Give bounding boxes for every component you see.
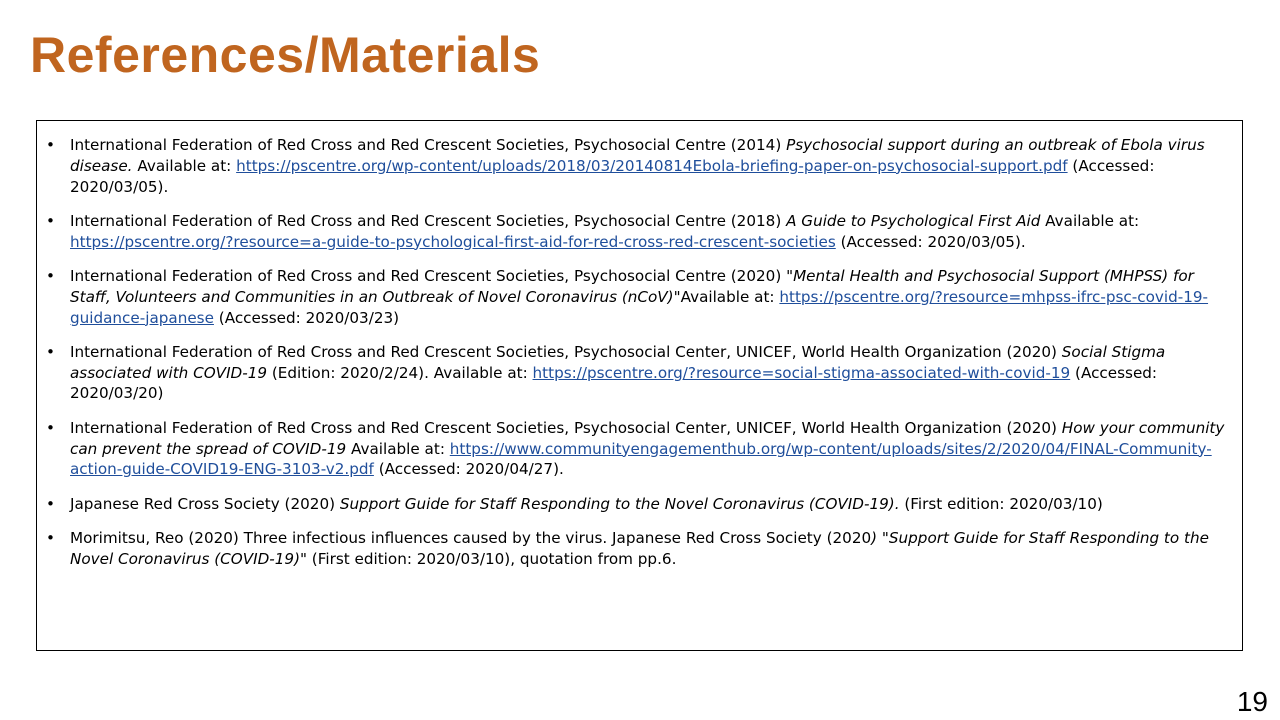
bullet-icon: •	[46, 528, 55, 547]
reference-item	[37, 528, 1234, 570]
reference-authors: International Federation of Red Cross and Red Crescent Societies, Psychosocial Center, UNICEF, World Health Organization (2020)	[70, 418, 1062, 437]
reference-availability: (Edition: 2020/2/24). Available at:	[267, 363, 533, 382]
bullet-icon: •	[46, 211, 55, 230]
reference-title: Social Stigma associated with COVID-19	[70, 342, 1166, 382]
reference-title: Psychosocial support during an outbreak of Ebola virus disease.	[70, 136, 1205, 175]
page-number: 19	[1236, 686, 1268, 717]
reference-availability: Available at:	[680, 287, 780, 306]
reference-link[interactable]: https://pscentre.org/?resource=social-stigma-associated-with-covid-19	[532, 363, 1071, 382]
reference-edition: (First edition: 2020/03/10), quotation from pp.6.	[306, 549, 677, 568]
reference-authors: International Federation of Red Cross and Red Crescent Societies, Psychosocial Centre (2018)	[70, 211, 787, 230]
reference-accessed: (Accessed: 2020/03/20)	[70, 363, 1158, 403]
reference-availability: Available at:	[1040, 211, 1140, 230]
reference-authors: International Federation of Red Cross and Red Crescent Societies, Psychosocial Center, UNICEF, World Health Organization (2020)	[70, 342, 1062, 361]
reference-edition: (First edition: 2020/03/10)	[899, 494, 1103, 513]
reference-link[interactable]: https://www.communityengagementhub.org/wp-content/uploads/sites/2/2020/04/FINAL-Community-action-guide-COVID19-ENG-3103-v2.pdf	[70, 439, 1212, 479]
bullet-icon: •	[46, 342, 55, 361]
reference-link[interactable]: https://pscentre.org/?resource=a-guide-to-psychological-first-aid-for-red-cross-red-crescent-societies	[70, 232, 836, 251]
reference-availability: Available at:	[132, 156, 237, 175]
reference-accessed: (Accessed: 2020/04/27).	[373, 460, 564, 479]
reference-title: How your community can prevent the spread of COVID-19	[70, 418, 1225, 458]
reference-item	[37, 342, 1234, 404]
reference-item	[37, 211, 1234, 253]
reference-accessed: (Accessed: 2020/03/23)	[213, 308, 400, 327]
reference-authors: International Federation of Red Cross and Red Crescent Societies, Psychosocial Centre (2020)	[70, 266, 787, 285]
references-box	[36, 120, 1243, 651]
reference-item	[37, 418, 1234, 480]
reference-accessed: (Accessed: 2020/03/05).	[70, 156, 1155, 196]
reference-authors: Japanese Red Cross Society (2020)	[70, 494, 340, 513]
bullet-icon: •	[46, 494, 55, 513]
reference-link[interactable]: https://pscentre.org/?resource=mhpss-ifrc-psc-covid-19-guidance-japanese	[70, 287, 1209, 327]
slide-title: References/Materials	[30, 27, 541, 83]
reference-authors: Morimitsu, Reo (2020) Three infectious influences caused by the virus. Japanese Red Cross Society (2020	[70, 528, 872, 547]
reference-title: ) "Support Guide for Staff Responding to the Novel Coronavirus (COVID-19)"	[70, 528, 1209, 568]
reference-title: Support Guide for Staff Responding to the Novel Coronavirus (COVID-19).	[339, 494, 900, 513]
reference-accessed: (Accessed: 2020/03/05).	[835, 232, 1026, 251]
reference-availability: Available at:	[346, 439, 450, 458]
reference-link[interactable]: https://pscentre.org/wp-content/uploads/2018/03/20140814Ebola-briefing-paper-on-psychosocial-support.pdf	[236, 156, 1068, 175]
bullet-icon: •	[46, 266, 55, 285]
reference-item	[37, 494, 1234, 515]
reference-authors: International Federation of Red Cross and Red Crescent Societies, Psychosocial Centre (2014)	[70, 136, 787, 154]
reference-title: "Mental Health and Psychosocial Support (MHPSS) for Staff, Volunteers and Communities in an Outbreak of Novel Coronavirus (nCoV)"	[70, 266, 1194, 306]
reference-title: A Guide to Psychological First Aid	[786, 211, 1041, 230]
bullet-icon: •	[46, 136, 55, 154]
reference-item	[37, 266, 1234, 328]
reference-list	[37, 135, 1234, 570]
bullet-icon: •	[46, 418, 55, 437]
reference-item	[37, 135, 1234, 197]
